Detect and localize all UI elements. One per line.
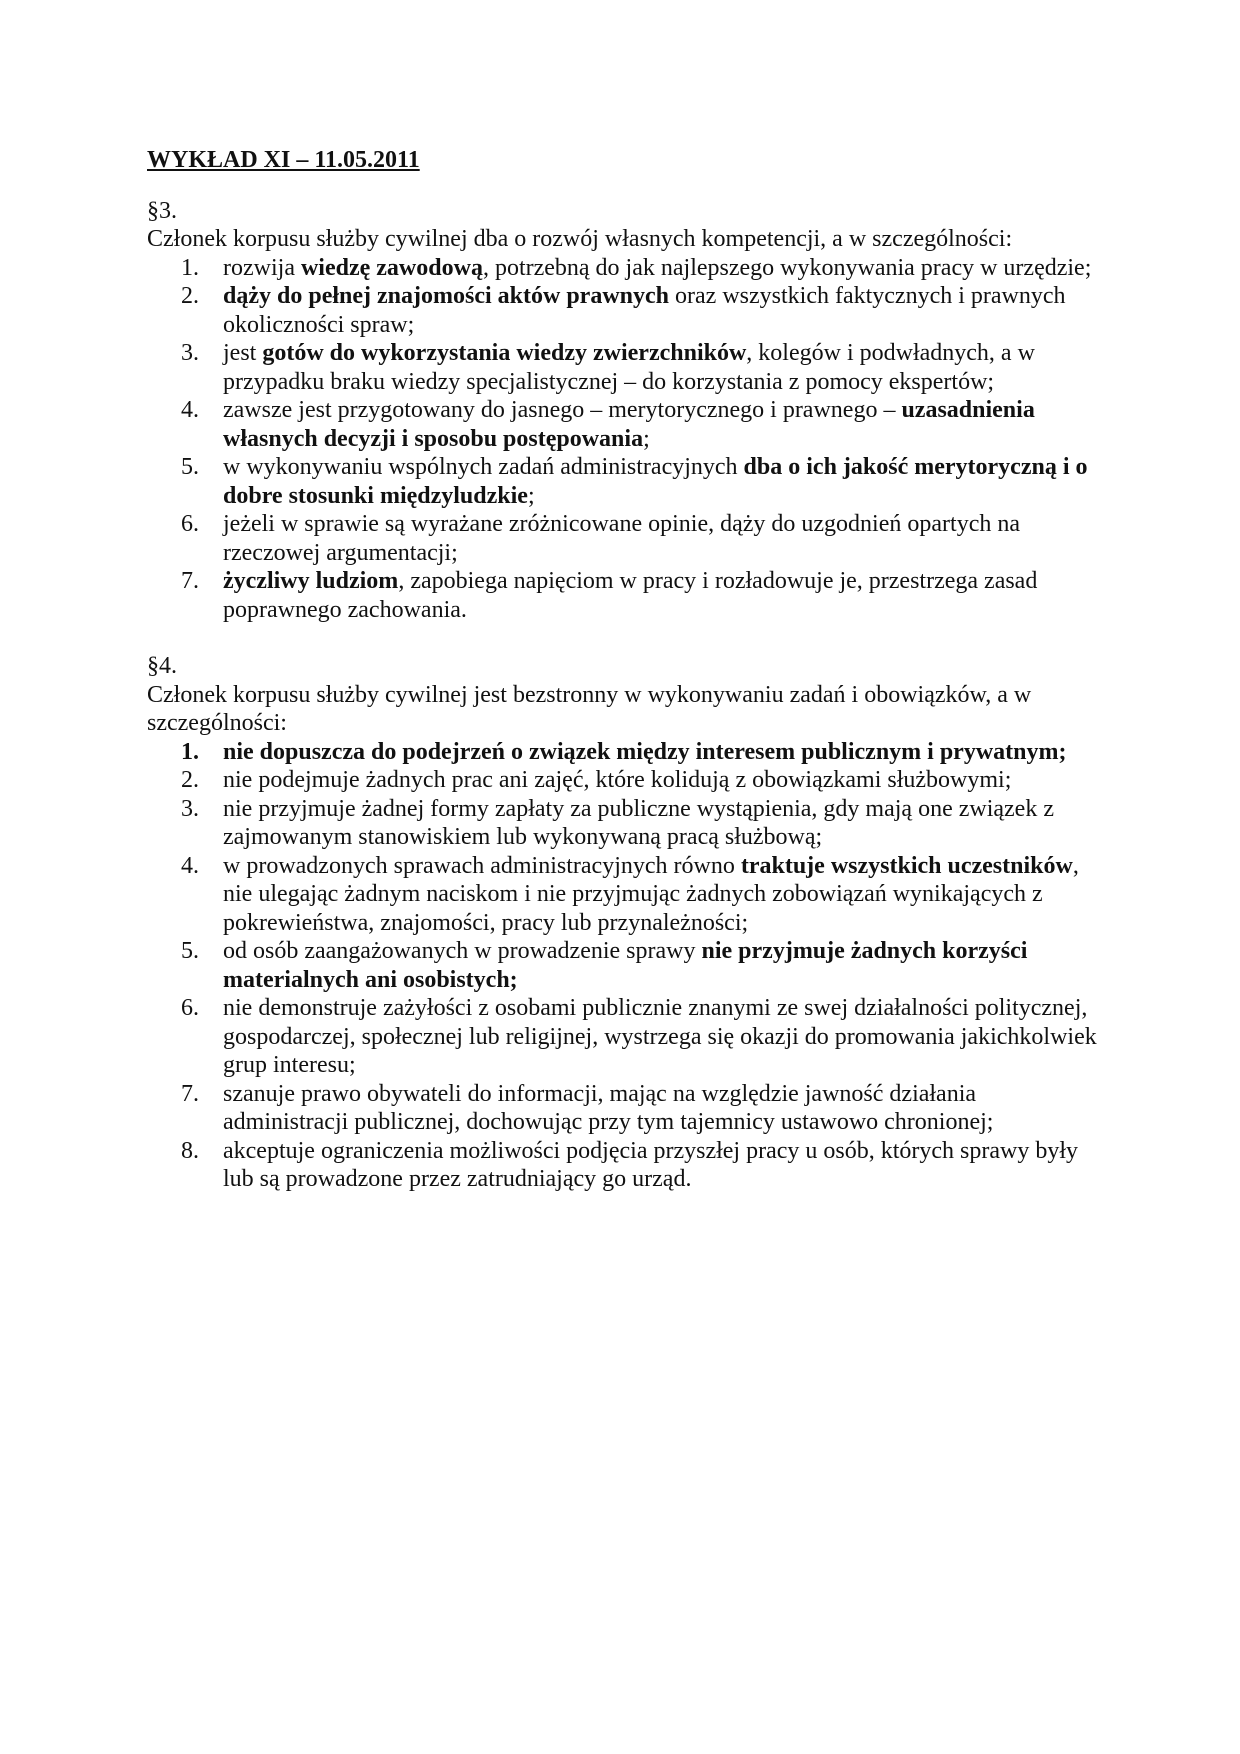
list-item	[147, 282, 1107, 339]
item-text: zawsze jest przygotowany do jasnego – merytorycznego i prawnego –	[223, 397, 902, 423]
list-item	[147, 994, 1107, 1080]
item-text: rozwija	[223, 254, 301, 281]
document-page	[147, 146, 1107, 1194]
list-item	[147, 795, 1107, 852]
section-3	[147, 197, 1107, 625]
list-item	[147, 738, 1107, 767]
section-4	[147, 652, 1107, 1194]
section-list	[147, 254, 1107, 625]
item-bold-text: życzliwy ludziom	[223, 568, 399, 594]
item-bold-text: nie przyjmuje żadnych korzyści materialnych ani osobistych;	[223, 938, 1028, 993]
item-bold-text: dąży do pełnej znajomości aktów prawnych	[223, 283, 670, 309]
list-item	[147, 396, 1107, 453]
item-number: 6.	[181, 511, 199, 537]
section-intro: Członek korpusu służby cywilnej jest bezstronny w wykonywaniu zadań i obowiązków, a w szczególności:	[147, 681, 1032, 736]
list-item	[147, 254, 1107, 283]
item-text: , nie ulegając żadnym naciskom i nie przyjmując żadnych zobowiązań wynikających z pokrewieństwa, znajomości, pracy lub przynależności;	[223, 852, 1079, 936]
item-text: szanuje prawo obywateli do informacji, mając na względzie jawność działania administracji publicznej, dochowując przy tym tajemnicy ustawowo chronionej;	[223, 1080, 994, 1135]
item-text: , kolegów i podwładnych, a w przypadku braku wiedzy specjalistycznej – do korzystania z pomocy ekspertów;	[223, 340, 1035, 395]
item-bold-text: traktuje wszystkich uczestników	[740, 852, 1073, 879]
item-number: 7.	[181, 1080, 199, 1107]
item-bold-text: uzasadnienia własnych decyzji i sposobu postępowania	[223, 397, 1035, 452]
list-item	[147, 937, 1107, 994]
list-item	[147, 339, 1107, 396]
item-text: w wykonywaniu wspólnych zadań administracyjnych	[223, 454, 744, 480]
item-text: nie przyjmuje żadnej formy zapłaty za publiczne wystąpienia, gdy mają one związek z zajmowanym stanowiskiem lub wykonywaną pracą służbową;	[223, 795, 1054, 850]
item-number: 2.	[181, 767, 199, 793]
list-item	[147, 1137, 1107, 1194]
item-number: 4.	[181, 397, 199, 423]
section-mark: §4.	[147, 653, 177, 679]
item-number: 7.	[181, 568, 199, 594]
item-number: 3.	[181, 340, 199, 366]
item-number: 1.	[181, 254, 199, 281]
item-bold-text: gotów do wykorzystania wiedzy zwierzchników	[262, 340, 747, 366]
section-spacer	[147, 624, 1107, 652]
item-text: ;	[527, 482, 535, 509]
item-number: 6.	[181, 995, 199, 1021]
section-mark: §3.	[147, 197, 177, 224]
item-bold-text: dba o ich jakość merytoryczną i o dobre stosunki międzyludzkie	[223, 454, 1088, 509]
item-text: ;	[643, 425, 650, 452]
item-text: , potrzebną do jak najlepszego wykonywania pracy w urzędzie;	[482, 254, 1092, 281]
document-title: WYKŁAD XI – 11.05.2011	[147, 147, 420, 173]
item-number: 1.	[181, 738, 199, 765]
item-bold-text: wiedzę zawodową	[300, 254, 483, 281]
list-item	[147, 1080, 1107, 1137]
section-list	[147, 738, 1107, 1194]
item-text: jest	[223, 340, 263, 366]
item-text: nie demonstruje zażyłości z osobami publicznie znanymi ze swej działalności politycznej, gospodarczej, społecznej lub religijnej, wystrzega się okazji do promowania jakichkolwiek grup interesu;	[223, 995, 1097, 1078]
item-number: 4.	[181, 852, 199, 879]
item-number: 3.	[181, 795, 199, 822]
item-text: oraz wszystkich faktycznych i prawnych okoliczności spraw;	[223, 283, 1066, 338]
item-number: 5.	[181, 454, 199, 480]
item-text: w prowadzonych sprawach administracyjnych równo	[223, 852, 741, 879]
section-intro: Członek korpusu służby cywilnej dba o rozwój własnych kompetencji, a w szczególności:	[147, 226, 1013, 252]
item-number: 5.	[181, 938, 199, 964]
item-bold-text: nie dopuszcza do podejrzeń o związek między interesem publicznym i prywatnym;	[223, 738, 1067, 765]
list-item	[147, 766, 1107, 795]
list-item	[147, 567, 1107, 624]
list-item	[147, 453, 1107, 510]
item-number: 8.	[181, 1137, 199, 1164]
list-item	[147, 852, 1107, 938]
item-text: nie podejmuje żadnych prac ani zajęć, które kolidują z obowiązkami służbowymi;	[223, 767, 1012, 793]
item-text: akceptuje ograniczenia możliwości podjęcia przyszłej pracy u osób, których sprawy były lub są prowadzone przez zatrudniający go urząd.	[223, 1137, 1079, 1192]
item-text: , zapobiega napięciom w pracy i rozładowuje je, przestrzega zasad poprawnego zachowania.	[223, 568, 1038, 623]
item-number: 2.	[181, 283, 199, 309]
item-text: od osób zaangażowanych w prowadzenie sprawy	[223, 938, 702, 964]
list-item	[147, 510, 1107, 567]
item-text: jeżeli w sprawie są wyrażane zróżnicowane opinie, dąży do uzgodnień opartych na rzeczowej argumentacji;	[223, 511, 1020, 566]
